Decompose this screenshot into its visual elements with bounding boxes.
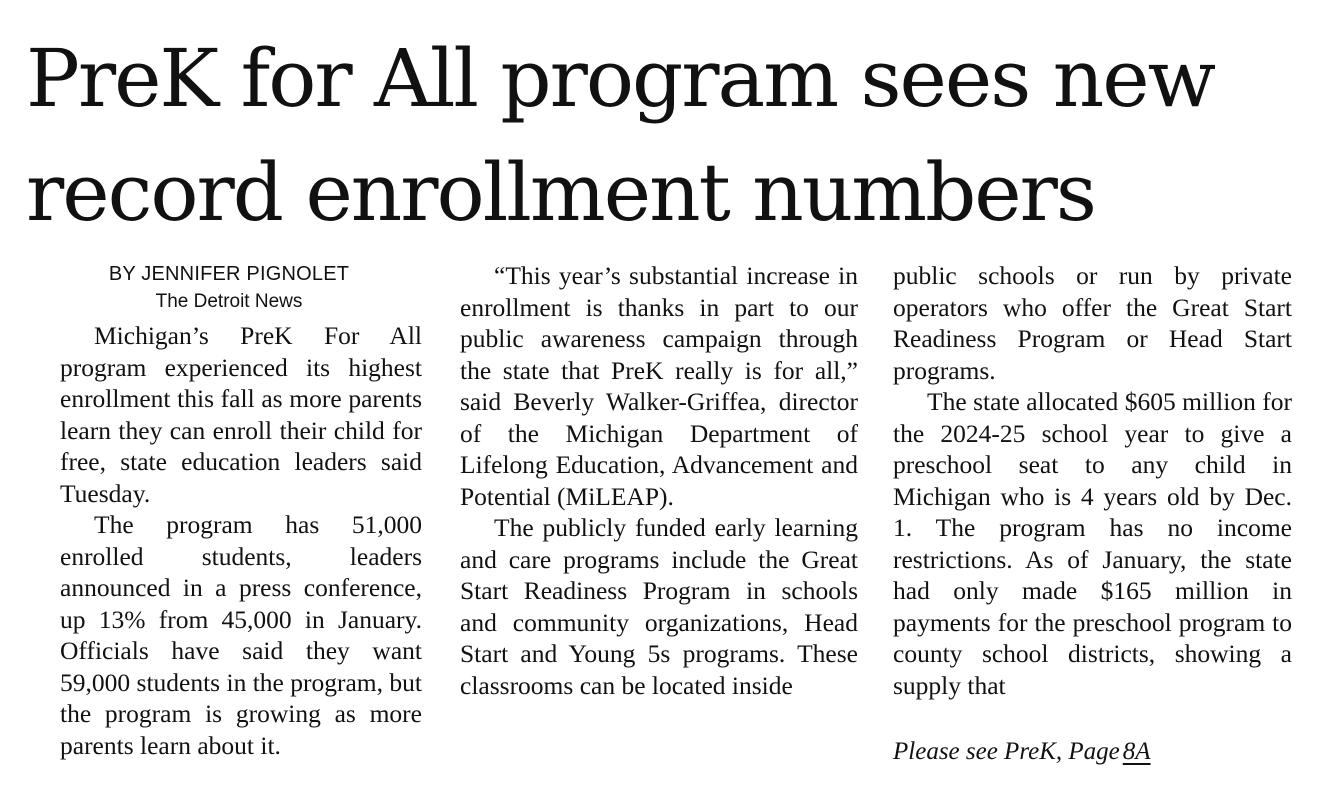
column3-paragraph-2: The state allocated $605 million for the 2024-25 school year to give a preschool seat to any child in Michigan who is 4 years old by Dec. 1. The program has no income restrictions. As of January, the state had only made $165 million in payments for the preschool program to county school districts, showing a supply that (893, 387, 1292, 700)
jump-text: Please see PreK, Page (893, 738, 1120, 765)
column2-paragraph-1: “This year’s substantial increase in enrollment is thanks in part to our public awareness campaign through the state that PreK really is for all,” said Beverly Walker-Griffea, director of the Michigan Department of Lifelong Education, Advancement and Potential (MiLEAP). (460, 261, 858, 511)
byline (60, 260, 422, 316)
jump-page-link[interactable]: 8A (1122, 738, 1151, 765)
article-column-3 (893, 260, 1292, 701)
column2-paragraph-2: The publicly funded early learning and care programs include the Great Start Readiness Program in schools and community organizations, Head Start and Young 5s programs. These classrooms can be located inside (460, 513, 858, 700)
article-column-1 (60, 260, 422, 761)
article-column-2 (460, 260, 858, 701)
column3-paragraph-1: public schools or run by private operators who offer the Great Start Readiness Program or Head Start programs. (893, 261, 1292, 385)
headline: PreK for All program sees new record enrollment numbers (26, 32, 1215, 239)
jump-line (893, 736, 1154, 768)
column1-paragraph-2: The program has 51,000 enrolled students, leaders announced in a press conference, up 13% from 45,000 in January. Officials have said they want 59,000 students in the program, but the program is growing as more parents learn about it. (60, 510, 422, 760)
byline-outlet: The Detroit News (155, 291, 303, 312)
byline-author: BY JENNIFER PIGNOLET (108, 263, 350, 285)
column1-paragraph-1: Michigan’s PreK For All program experienced its highest enrollment this fall as more parents learn they can enroll their child for free, state education leaders said Tuesday. (60, 321, 422, 508)
